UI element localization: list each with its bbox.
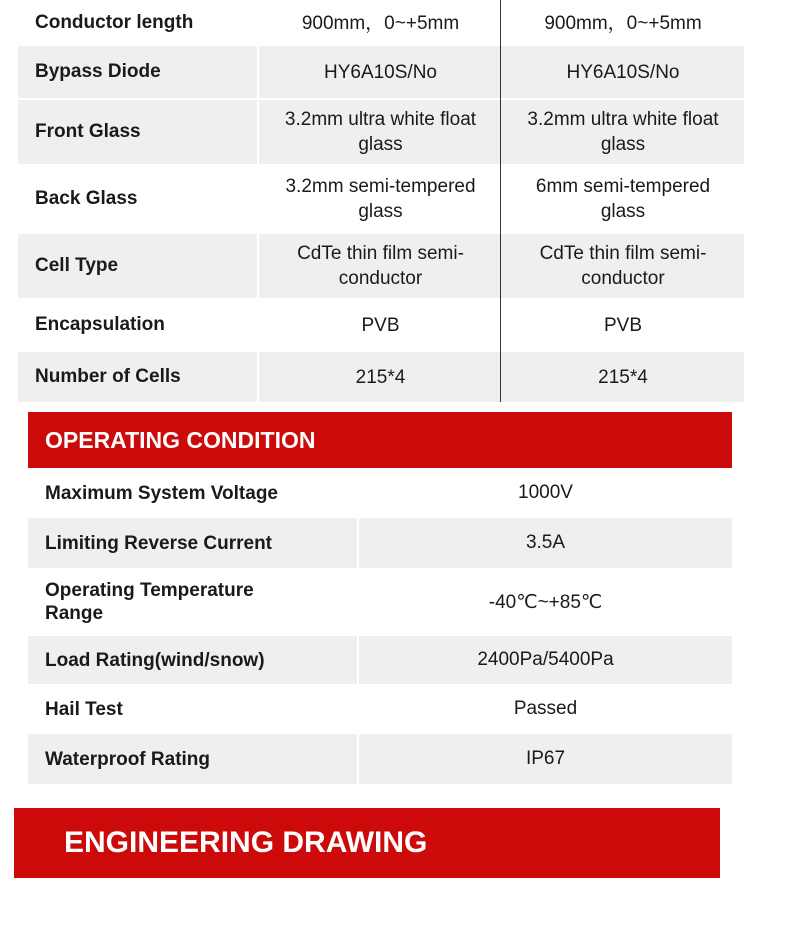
op-label: Maximum System Voltage <box>45 482 279 504</box>
op-value: 2400Pa/5400Pa <box>477 649 614 670</box>
spec-value-1: CdTe thin film semi-conductor <box>297 243 464 289</box>
op-label: Load Rating(wind/snow) <box>28 636 359 684</box>
spec-row-back-glass <box>18 164 744 234</box>
spec-value-2: 215*4 <box>598 366 648 388</box>
operating-table <box>28 468 732 784</box>
spec-label: Encapsulation <box>35 314 165 335</box>
op-row-max-voltage <box>28 468 732 518</box>
spec-label: Conductor length <box>35 12 194 33</box>
op-value: 3.5A <box>525 532 566 553</box>
op-value: -40℃~+85℃ <box>488 591 603 613</box>
spec-value-2: PVB <box>603 314 643 336</box>
spec-label: Number of Cells <box>18 352 259 402</box>
op-row-hail-test <box>28 684 732 734</box>
spec-row-encapsulation <box>18 298 744 352</box>
op-row-waterproof <box>28 734 732 784</box>
column-divider <box>500 0 501 402</box>
op-value: 1000V <box>518 482 573 503</box>
spec-row-cell-type <box>18 234 744 298</box>
spec-label: Back Glass <box>35 188 138 209</box>
spec-value-2: HY6A10S/No <box>566 61 680 83</box>
op-value: Passed <box>513 698 578 719</box>
op-label: Waterproof Rating <box>28 734 359 784</box>
op-label: Operating Temperature Range <box>45 580 254 624</box>
spec-value-1: PVB <box>361 314 400 336</box>
op-value: IP67 <box>525 748 566 769</box>
op-label: Limiting Reverse Current <box>28 518 359 568</box>
op-row-reverse-current <box>28 518 732 568</box>
spec-value-2: 900mm，0~+5mm <box>544 12 702 34</box>
spec-row-front-glass <box>18 100 744 164</box>
op-label: Hail Test <box>45 698 123 720</box>
spec-value-1: 3.2mm semi-tempered glass <box>285 176 476 222</box>
op-row-temperature-range <box>28 568 732 636</box>
spec-value-1: HY6A10S/No <box>323 61 437 83</box>
spec-value-1: 3.2mm ultra white float glass <box>284 109 477 155</box>
spec-value-1: 215*4 <box>355 366 406 388</box>
op-row-load-rating <box>28 636 732 684</box>
spec-row-conductor-length <box>18 0 744 46</box>
spec-value-2: 6mm semi-tempered glass <box>535 176 711 222</box>
operating-condition-header: OPERATING CONDITION <box>28 412 732 468</box>
spec-label: Cell Type <box>18 234 259 298</box>
spec-value-2: 3.2mm ultra white float glass <box>527 109 719 155</box>
spec-label: Front Glass <box>18 100 259 164</box>
spec-row-bypass-diode <box>18 46 744 98</box>
engineering-drawing-header: ENGINEERING DRAWING <box>14 808 720 878</box>
spec-label: Bypass Diode <box>18 46 259 98</box>
spec-table <box>18 0 744 402</box>
spec-value-2: CdTe thin film semi-conductor <box>539 243 707 289</box>
spec-row-number-of-cells <box>18 352 744 402</box>
spec-value-1: 900mm，0~+5mm <box>301 12 460 34</box>
